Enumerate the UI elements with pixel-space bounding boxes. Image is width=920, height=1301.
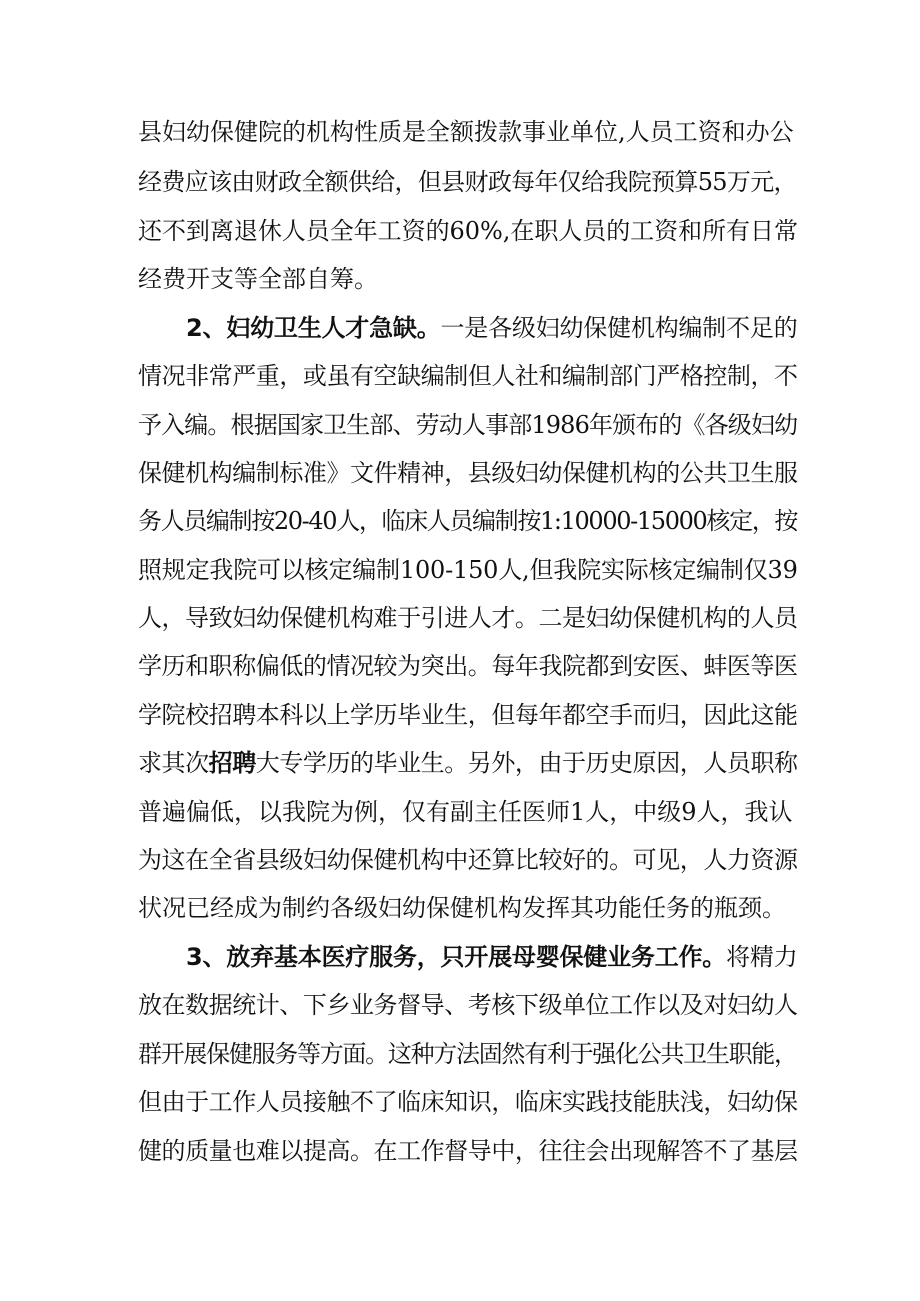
body-text: 求其次 bbox=[138, 749, 209, 777]
bold-text: 招聘 bbox=[208, 748, 256, 777]
section-heading: 2、妇幼卫生人才急缺。 bbox=[186, 314, 441, 342]
body-text-line: 群开展保健服务等方面。这种方法固然有利于强化公共卫生职能， bbox=[138, 1040, 797, 1068]
body-text-line: 学历和职称偏低的情况较为突出。每年我院都到安医、蚌医等医 bbox=[138, 652, 798, 680]
body-text-line: 保健机构编制标准》文件精神，县级妇幼保健机构的公共卫生服 bbox=[138, 459, 798, 487]
body-text-line: 普遍偏低，以我院为例，仅有副主任医师1人，中级9人，我认 bbox=[138, 798, 793, 826]
body-text-line: 务人员编制按20-40人，临床人员编制按1:10000-15000核定，按 bbox=[138, 507, 797, 535]
body-text-line: 健的质量也难以提高。在工作督导中，往往会出现解答不了基层 bbox=[138, 1137, 798, 1165]
section-heading: 3、放弃基本医疗服务，只开展母婴保健业务工作。 bbox=[186, 943, 727, 971]
body-text: 一是各级妇幼保健机构编制不足的 bbox=[440, 314, 798, 342]
body-text-line: 为这在全省县级妇幼保健机构中还算比较好的。可见，人力资源 bbox=[138, 846, 798, 874]
body-text-line: 状况已经成为制约各级妇幼保健机构发挥其功能任务的瓶颈。 bbox=[138, 894, 786, 922]
body-text-line: 学院校招聘本科以上学历毕业生，但每年都空手而归，因此这能 bbox=[138, 701, 798, 729]
body-text-line: 经费应该由财政全额供给，但县财政每年仅给我院预算55万元， bbox=[138, 168, 797, 196]
body-text: 大专学历的毕业生。另外，由于历史原因，人员职称 bbox=[255, 749, 798, 777]
body-text-line: 还不到离退休人员全年工资的60%,在职人员的工资和所有日常 bbox=[138, 217, 798, 245]
body-text-line: 放在数据统计、下乡业务督导、考核下级单位工作以及对妇幼人 bbox=[138, 991, 798, 1019]
body-text-line: 县妇幼保健院的机构性质是全额拨款事业单位,人员工资和办公 bbox=[138, 118, 794, 146]
body-text-line: 经费开支等全部自筹。 bbox=[138, 265, 378, 293]
paragraph-first-line bbox=[186, 308, 798, 348]
body-text-line: 照规定我院可以核定编制100-150人,但我院实际核定编制仅39 bbox=[138, 556, 798, 584]
body-text-line: 予入编。根据国家卫生部、劳动人事部1986年颁布的《各级妇幼 bbox=[138, 411, 798, 439]
body-text: 将精力 bbox=[726, 943, 798, 971]
paragraph-first-line bbox=[186, 937, 798, 977]
body-text-line: 但由于工作人员接触不了临床知识，临床实践技能肤浅，妇幼保 bbox=[138, 1088, 798, 1116]
body-text-line bbox=[138, 743, 798, 783]
body-text-line: 人，导致妇幼保健机构难于引进人才。二是妇幼保健机构的人员 bbox=[138, 604, 798, 632]
body-text-line: 情况非常严重，或虽有空缺编制但人社和编制部门严格控制，不 bbox=[138, 362, 798, 390]
